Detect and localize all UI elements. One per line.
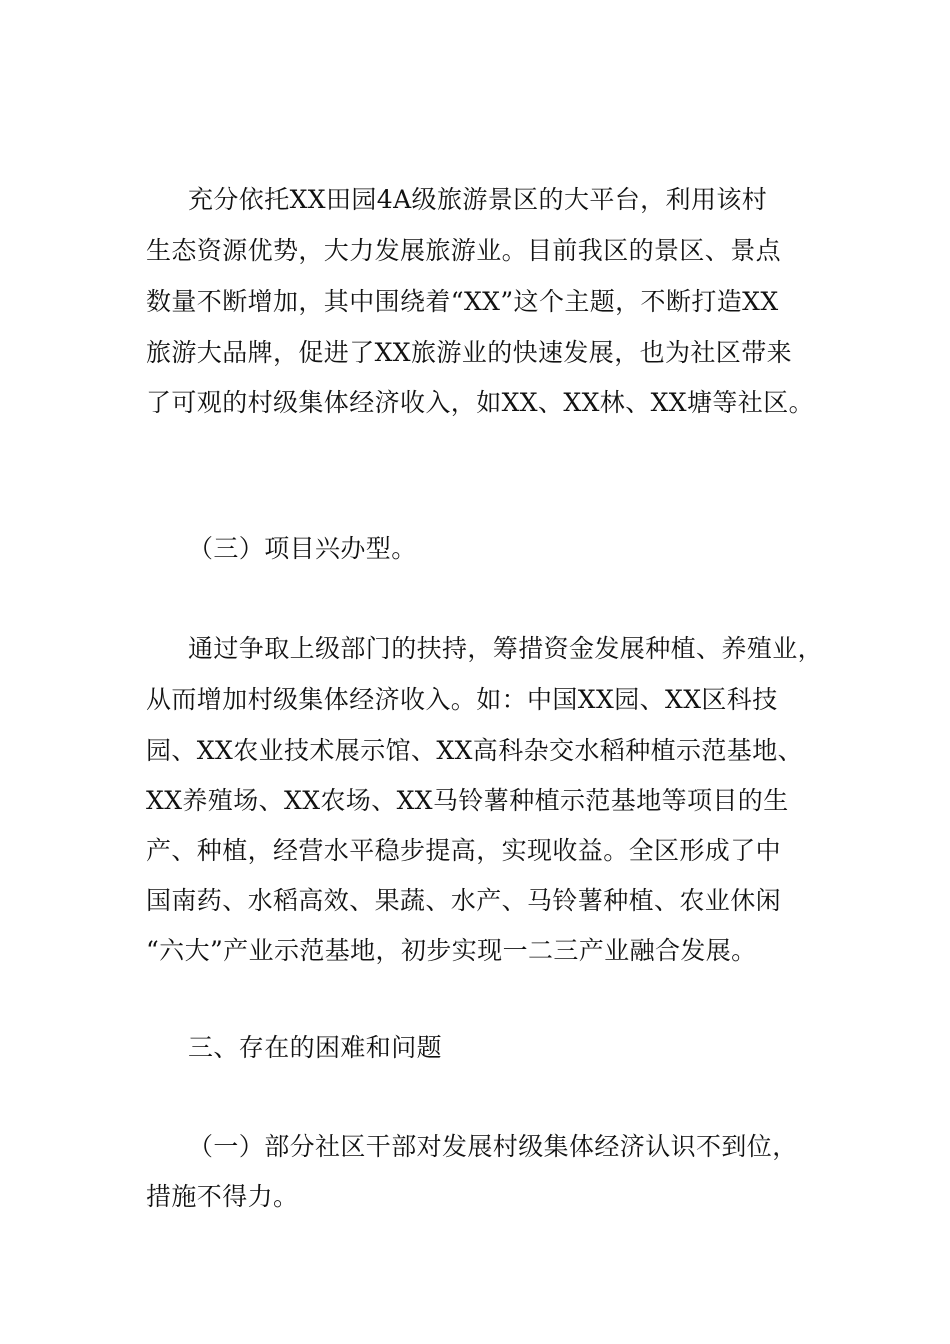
text-line: 产、种植，经营水平稳步提高，实现收益。全区形成了中 [146, 836, 782, 865]
text-line: （一）部分社区干部对发展村级集体经济认识不到位， [188, 1132, 798, 1161]
text-line: “六大”产业示范基地，初步实现一二三产业融合发展。 [146, 936, 757, 965]
text-line: 国南药、水稻高效、果蔬、水产、马铃薯种植、农业休闲 [146, 886, 782, 915]
text-line: 通过争取上级部门的扶持，筹措资金发展种植、养殖业， [188, 634, 824, 663]
text-line: 了可观的村级集体经济收入，如XX、XX林、XX塘等社区。 [146, 388, 814, 417]
text-line: XX养殖场、XX农场、XX马铃薯种植示范基地等项目的生 [146, 786, 789, 815]
text-line: 数量不断增加，其中围绕着“XX”这个主题，不断打造XX [146, 287, 779, 316]
text-line: 旅游大品牌，促进了XX旅游业的快速发展，也为社区带来 [146, 338, 792, 367]
text-line: 园、XX农业技术展示馆、XX高科杂交水稻种植示范基地、 [146, 736, 803, 765]
chapter-heading: 三、存在的困难和问题 [188, 1033, 443, 1062]
text-line: 充分依托XX田园4A级旅游景区的大平台，利用该村 [188, 185, 768, 214]
section-heading: （三）项目兴办型。 [188, 534, 417, 563]
text-line: 措施不得力。 [146, 1182, 299, 1211]
text-line: 从而增加村级集体经济收入。如：中国XX园、XX区科技 [146, 685, 778, 714]
text-line: 生态资源优势，大力发展旅游业。目前我区的景区、景点 [146, 236, 782, 265]
